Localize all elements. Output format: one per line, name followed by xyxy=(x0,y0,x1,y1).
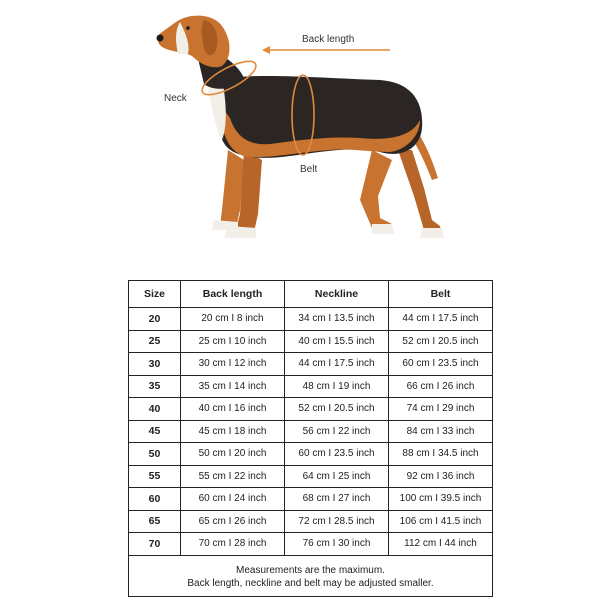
measurement-note xyxy=(129,555,493,596)
header-neckline: Neckline xyxy=(285,281,389,308)
belt-cell: 74 cm I 29 inch xyxy=(389,398,493,421)
size-cell: 65 xyxy=(129,510,181,533)
belt-cell: 106 cm I 41.5 inch xyxy=(389,510,493,533)
belt-cell: 52 cm I 20.5 inch xyxy=(389,330,493,353)
neckline-cell: 68 cm I 27 inch xyxy=(285,488,389,511)
size-cell: 50 xyxy=(129,443,181,466)
neckline-cell: 64 cm I 25 inch xyxy=(285,465,389,488)
neckline-cell: 48 cm I 19 inch xyxy=(285,375,389,398)
size-cell: 70 xyxy=(129,533,181,556)
belt-cell: 88 cm I 34.5 inch xyxy=(389,443,493,466)
size-cell: 60 xyxy=(129,488,181,511)
neckline-cell: 34 cm I 13.5 inch xyxy=(285,308,389,331)
note-line-2: Back length, neckline and belt may be adjusted smaller. xyxy=(187,577,434,589)
table-note-row xyxy=(129,555,493,596)
size-cell: 55 xyxy=(129,465,181,488)
back-length-cell: 60 cm I 24 inch xyxy=(181,488,285,511)
table-header-row xyxy=(129,281,493,308)
header-size: Size xyxy=(129,281,181,308)
back-length-cell: 55 cm I 22 inch xyxy=(181,465,285,488)
belt-cell: 84 cm I 33 inch xyxy=(389,420,493,443)
table-row xyxy=(129,533,493,556)
neckline-cell: 76 cm I 30 inch xyxy=(285,533,389,556)
table-row xyxy=(129,443,493,466)
belt-cell: 112 cm I 44 inch xyxy=(389,533,493,556)
table-row xyxy=(129,375,493,398)
belt-cell: 44 cm I 17.5 inch xyxy=(389,308,493,331)
back-length-cell: 50 cm I 20 inch xyxy=(181,443,285,466)
belt-label: Belt xyxy=(300,164,318,175)
size-cell: 30 xyxy=(129,353,181,376)
neckline-cell: 52 cm I 20.5 inch xyxy=(285,398,389,421)
header-back-length: Back length xyxy=(181,281,285,308)
dog-measurement-figure xyxy=(0,0,610,270)
back-length-cell: 25 cm I 10 inch xyxy=(181,330,285,353)
belt-cell: 100 cm I 39.5 inch xyxy=(389,488,493,511)
table-row xyxy=(129,420,493,443)
table-row xyxy=(129,353,493,376)
back-length-label: Back length xyxy=(302,34,355,45)
size-cell: 35 xyxy=(129,375,181,398)
back-length-cell: 45 cm I 18 inch xyxy=(181,420,285,443)
header-belt: Belt xyxy=(389,281,493,308)
belt-cell: 66 cm I 26 inch xyxy=(389,375,493,398)
belt-cell: 92 cm I 36 inch xyxy=(389,465,493,488)
back-length-cell: 70 cm I 28 inch xyxy=(181,533,285,556)
size-cell: 40 xyxy=(129,398,181,421)
table-row xyxy=(129,488,493,511)
neckline-cell: 40 cm I 15.5 inch xyxy=(285,330,389,353)
neckline-cell: 56 cm I 22 inch xyxy=(285,420,389,443)
size-cell: 25 xyxy=(129,330,181,353)
neckline-cell: 72 cm I 28.5 inch xyxy=(285,510,389,533)
back-length-cell: 35 cm I 14 inch xyxy=(181,375,285,398)
neckline-cell: 44 cm I 17.5 inch xyxy=(285,353,389,376)
size-cell: 20 xyxy=(129,308,181,331)
note-line-1: Measurements are the maximum. xyxy=(236,564,385,576)
neck-label: Neck xyxy=(164,93,187,104)
size-cell: 45 xyxy=(129,420,181,443)
belt-cell: 60 cm I 23.5 inch xyxy=(389,353,493,376)
neckline-cell: 60 cm I 23.5 inch xyxy=(285,443,389,466)
back-length-cell: 65 cm I 26 inch xyxy=(181,510,285,533)
back-length-cell: 30 cm I 12 inch xyxy=(181,353,285,376)
back-length-cell: 20 cm I 8 inch xyxy=(181,308,285,331)
table-row xyxy=(129,465,493,488)
back-length-cell: 40 cm I 16 inch xyxy=(181,398,285,421)
table-row xyxy=(129,330,493,353)
table-row xyxy=(129,510,493,533)
table-row xyxy=(129,308,493,331)
size-chart-table xyxy=(128,280,493,597)
table-row xyxy=(129,398,493,421)
